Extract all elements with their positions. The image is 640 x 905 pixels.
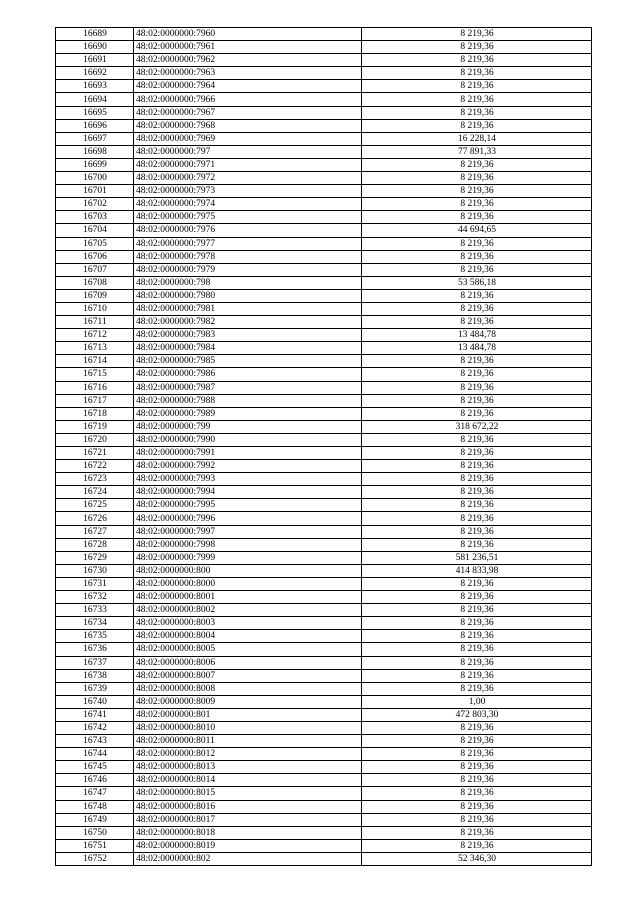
row-number: 16752	[56, 852, 134, 865]
cadastral-value: 581 236,51	[362, 551, 592, 564]
row-number: 16710	[56, 302, 134, 315]
table-row	[56, 355, 592, 368]
table-row	[56, 211, 592, 224]
cadastral-number: 48:02:0000000:7997	[134, 525, 362, 538]
table-row	[56, 185, 592, 198]
table-row	[56, 93, 592, 106]
table-row	[56, 158, 592, 171]
table-row	[56, 54, 592, 67]
row-number: 16699	[56, 158, 134, 171]
cadastral-value: 8 219,36	[362, 158, 592, 171]
row-number: 16692	[56, 67, 134, 80]
cadastral-number: 48:02:0000000:7978	[134, 250, 362, 263]
cadastral-number: 48:02:0000000:7989	[134, 407, 362, 420]
cadastral-number: 48:02:0000000:8004	[134, 630, 362, 643]
row-number: 16711	[56, 316, 134, 329]
cadastral-number: 48:02:0000000:7999	[134, 551, 362, 564]
cadastral-value: 8 219,36	[362, 237, 592, 250]
table-row	[56, 316, 592, 329]
row-number: 16689	[56, 28, 134, 41]
table-row	[56, 67, 592, 80]
row-number: 16707	[56, 263, 134, 276]
cadastral-value: 8 219,36	[362, 407, 592, 420]
row-number: 16705	[56, 237, 134, 250]
row-number: 16712	[56, 329, 134, 342]
row-number: 16716	[56, 381, 134, 394]
table-row	[56, 538, 592, 551]
row-number: 16737	[56, 656, 134, 669]
cadastral-number: 48:02:0000000:7962	[134, 54, 362, 67]
table-row	[56, 145, 592, 158]
table-row	[56, 604, 592, 617]
row-number: 16728	[56, 538, 134, 551]
cadastral-number: 48:02:0000000:8008	[134, 682, 362, 695]
table-row	[56, 721, 592, 734]
row-number: 16724	[56, 486, 134, 499]
cadastral-number: 48:02:0000000:7994	[134, 486, 362, 499]
row-number: 16743	[56, 735, 134, 748]
row-number: 16725	[56, 499, 134, 512]
row-number: 16690	[56, 41, 134, 54]
cadastral-number: 48:02:0000000:8015	[134, 787, 362, 800]
cadastral-value: 8 219,36	[362, 93, 592, 106]
table-row	[56, 302, 592, 315]
cadastral-value: 8 219,36	[362, 774, 592, 787]
row-number: 16751	[56, 839, 134, 852]
cadastral-value: 8 219,36	[362, 486, 592, 499]
cadastral-value: 52 346,30	[362, 852, 592, 865]
cadastral-number: 48:02:0000000:8003	[134, 617, 362, 630]
table-row	[56, 80, 592, 93]
cadastral-value: 8 219,36	[362, 748, 592, 761]
cadastral-value: 1,00	[362, 695, 592, 708]
row-number: 16722	[56, 460, 134, 473]
table-row	[56, 577, 592, 590]
cadastral-value: 8 219,36	[362, 316, 592, 329]
row-number: 16731	[56, 577, 134, 590]
cadastral-number: 48:02:0000000:7977	[134, 237, 362, 250]
cadastral-value: 8 219,36	[362, 263, 592, 276]
table-row	[56, 172, 592, 185]
table-row	[56, 564, 592, 577]
cadastral-number: 48:02:0000000:7969	[134, 132, 362, 145]
cadastral-value: 8 219,36	[362, 473, 592, 486]
cadastral-number: 48:02:0000000:7985	[134, 355, 362, 368]
row-number: 16741	[56, 708, 134, 721]
row-number: 16727	[56, 525, 134, 538]
cadastral-number: 48:02:0000000:8011	[134, 735, 362, 748]
cadastral-value: 8 219,36	[362, 813, 592, 826]
table-row	[56, 774, 592, 787]
table-row	[56, 106, 592, 119]
cadastral-value: 8 219,36	[362, 512, 592, 525]
cadastral-value: 8 219,36	[362, 826, 592, 839]
cadastral-number: 48:02:0000000:7991	[134, 447, 362, 460]
cadastral-number: 48:02:0000000:7990	[134, 433, 362, 446]
cadastral-number: 48:02:0000000:7986	[134, 368, 362, 381]
row-number: 16748	[56, 800, 134, 813]
row-number: 16708	[56, 276, 134, 289]
table-row	[56, 447, 592, 460]
cadastral-number: 48:02:0000000:7987	[134, 381, 362, 394]
cadastral-number: 48:02:0000000:8009	[134, 695, 362, 708]
cadastral-number: 48:02:0000000:7981	[134, 302, 362, 315]
cadastral-value: 8 219,36	[362, 643, 592, 656]
cadastral-number: 48:02:0000000:7983	[134, 329, 362, 342]
table-row	[56, 329, 592, 342]
row-number: 16746	[56, 774, 134, 787]
cadastral-value: 8 219,36	[362, 185, 592, 198]
row-number: 16740	[56, 695, 134, 708]
table-row	[56, 119, 592, 132]
cadastral-value: 8 219,36	[362, 106, 592, 119]
cadastral-value: 8 219,36	[362, 761, 592, 774]
cadastral-number: 48:02:0000000:798	[134, 276, 362, 289]
cadastral-number: 48:02:0000000:7973	[134, 185, 362, 198]
cadastral-value: 8 219,36	[362, 591, 592, 604]
table-row	[56, 381, 592, 394]
cadastral-number: 48:02:0000000:8017	[134, 813, 362, 826]
cadastral-number: 48:02:0000000:8001	[134, 591, 362, 604]
table-row	[56, 263, 592, 276]
cadastral-value: 16 228,14	[362, 132, 592, 145]
table-row	[56, 630, 592, 643]
table-row	[56, 499, 592, 512]
table-row	[56, 761, 592, 774]
row-number: 16695	[56, 106, 134, 119]
cadastral-value: 8 219,36	[362, 394, 592, 407]
row-number: 16713	[56, 342, 134, 355]
row-number: 16694	[56, 93, 134, 106]
cadastral-number: 48:02:0000000:8010	[134, 721, 362, 734]
table-row	[56, 787, 592, 800]
cadastral-value: 8 219,36	[362, 538, 592, 551]
cadastral-value: 8 219,36	[362, 447, 592, 460]
cadastral-number: 48:02:0000000:7974	[134, 198, 362, 211]
cadastral-value: 13 484,78	[362, 329, 592, 342]
cadastral-number: 48:02:0000000:7979	[134, 263, 362, 276]
table-row	[56, 198, 592, 211]
cadastral-value: 8 219,36	[362, 656, 592, 669]
cadastral-number: 48:02:0000000:7968	[134, 119, 362, 132]
row-number: 16701	[56, 185, 134, 198]
cadastral-number: 48:02:0000000:7995	[134, 499, 362, 512]
table-row	[56, 460, 592, 473]
cadastral-value: 8 219,36	[362, 604, 592, 617]
cadastral-value: 8 219,36	[362, 28, 592, 41]
table-row	[56, 617, 592, 630]
cadastral-value: 8 219,36	[362, 250, 592, 263]
table-row	[56, 643, 592, 656]
table-row	[56, 394, 592, 407]
table-row	[56, 41, 592, 54]
cadastral-number: 48:02:0000000:7993	[134, 473, 362, 486]
table-row	[56, 800, 592, 813]
cadastral-number: 48:02:0000000:8013	[134, 761, 362, 774]
cadastral-number: 48:02:0000000:8002	[134, 604, 362, 617]
table-row	[56, 407, 592, 420]
table-row	[56, 826, 592, 839]
row-number: 16700	[56, 172, 134, 185]
table-row	[56, 669, 592, 682]
cadastral-value: 8 219,36	[362, 172, 592, 185]
row-number: 16720	[56, 433, 134, 446]
row-number: 16721	[56, 447, 134, 460]
row-number: 16717	[56, 394, 134, 407]
table-row	[56, 276, 592, 289]
cadastral-value: 8 219,36	[362, 211, 592, 224]
cadastral-number: 48:02:0000000:8012	[134, 748, 362, 761]
cadastral-value: 8 219,36	[362, 119, 592, 132]
row-number: 16706	[56, 250, 134, 263]
cadastral-number: 48:02:0000000:7980	[134, 289, 362, 302]
table-row	[56, 708, 592, 721]
table-row	[56, 551, 592, 564]
row-number: 16733	[56, 604, 134, 617]
row-number: 16691	[56, 54, 134, 67]
cadastral-number: 48:02:0000000:8006	[134, 656, 362, 669]
row-number: 16719	[56, 420, 134, 433]
table-row	[56, 852, 592, 865]
cadastral-number: 48:02:0000000:7960	[134, 28, 362, 41]
cadastral-value: 8 219,36	[362, 630, 592, 643]
row-number: 16697	[56, 132, 134, 145]
cadastral-value: 8 219,36	[362, 721, 592, 734]
cadastral-value: 8 219,36	[362, 355, 592, 368]
row-number: 16698	[56, 145, 134, 158]
cadastral-value: 8 219,36	[362, 368, 592, 381]
table-row	[56, 28, 592, 41]
table-row	[56, 420, 592, 433]
cadastral-value: 8 219,36	[362, 433, 592, 446]
table-row	[56, 512, 592, 525]
cadastral-value: 8 219,36	[362, 682, 592, 695]
cadastral-value: 8 219,36	[362, 669, 592, 682]
cadastral-number: 48:02:0000000:7967	[134, 106, 362, 119]
cadastral-value: 8 219,36	[362, 198, 592, 211]
cadastral-value: 77 891,33	[362, 145, 592, 158]
cadastral-number: 48:02:0000000:802	[134, 852, 362, 865]
cadastral-value: 13 484,78	[362, 342, 592, 355]
cadastral-value: 8 219,36	[362, 577, 592, 590]
cadastral-number: 48:02:0000000:7988	[134, 394, 362, 407]
cadastral-value: 8 219,36	[362, 800, 592, 813]
cadastral-value: 8 219,36	[362, 525, 592, 538]
table-row	[56, 289, 592, 302]
table-row	[56, 250, 592, 263]
row-number: 16704	[56, 224, 134, 237]
row-number: 16726	[56, 512, 134, 525]
cadastral-number: 48:02:0000000:8014	[134, 774, 362, 787]
row-number: 16744	[56, 748, 134, 761]
table-row	[56, 735, 592, 748]
row-number: 16742	[56, 721, 134, 734]
table-row	[56, 591, 592, 604]
cadastral-value: 8 219,36	[362, 41, 592, 54]
row-number: 16715	[56, 368, 134, 381]
cadastral-number: 48:02:0000000:7976	[134, 224, 362, 237]
table-row	[56, 525, 592, 538]
cadastral-value: 8 219,36	[362, 80, 592, 93]
row-number: 16747	[56, 787, 134, 800]
table-row	[56, 473, 592, 486]
cadastral-number: 48:02:0000000:7971	[134, 158, 362, 171]
row-number: 16745	[56, 761, 134, 774]
cadastral-number: 48:02:0000000:800	[134, 564, 362, 577]
table-row	[56, 433, 592, 446]
table-row	[56, 839, 592, 852]
row-number: 16735	[56, 630, 134, 643]
row-number: 16730	[56, 564, 134, 577]
cadastral-number: 48:02:0000000:8018	[134, 826, 362, 839]
table-row	[56, 368, 592, 381]
cadastral-value: 8 219,36	[362, 302, 592, 315]
cadastral-value: 8 219,36	[362, 499, 592, 512]
cadastral-value: 8 219,36	[362, 289, 592, 302]
cadastral-number: 48:02:0000000:7963	[134, 67, 362, 80]
row-number: 16739	[56, 682, 134, 695]
row-number: 16729	[56, 551, 134, 564]
table-body	[56, 28, 592, 866]
row-number: 16738	[56, 669, 134, 682]
row-number: 16732	[56, 591, 134, 604]
row-number: 16750	[56, 826, 134, 839]
row-number: 16709	[56, 289, 134, 302]
table-row	[56, 342, 592, 355]
cadastral-number: 48:02:0000000:8016	[134, 800, 362, 813]
cadastral-value: 318 672,22	[362, 420, 592, 433]
cadastral-value: 8 219,36	[362, 67, 592, 80]
table-row	[56, 813, 592, 826]
cadastral-number: 48:02:0000000:797	[134, 145, 362, 158]
cadastral-number: 48:02:0000000:7998	[134, 538, 362, 551]
row-number: 16703	[56, 211, 134, 224]
cadastral-number: 48:02:0000000:7996	[134, 512, 362, 525]
cadastral-number: 48:02:0000000:7992	[134, 460, 362, 473]
cadastral-value: 8 219,36	[362, 617, 592, 630]
cadastral-value: 8 219,36	[362, 787, 592, 800]
table-row	[56, 237, 592, 250]
table-row	[56, 132, 592, 145]
cadastral-value: 472 803,30	[362, 708, 592, 721]
table-row	[56, 656, 592, 669]
cadastral-number: 48:02:0000000:7972	[134, 172, 362, 185]
cadastral-value: 414 833,98	[362, 564, 592, 577]
cadastral-number: 48:02:0000000:7982	[134, 316, 362, 329]
cadastral-value: 53 586,18	[362, 276, 592, 289]
cadastral-number: 48:02:0000000:801	[134, 708, 362, 721]
cadastral-number: 48:02:0000000:799	[134, 420, 362, 433]
row-number: 16723	[56, 473, 134, 486]
row-number: 16749	[56, 813, 134, 826]
cadastral-number: 48:02:0000000:8000	[134, 577, 362, 590]
cadastral-number: 48:02:0000000:8019	[134, 839, 362, 852]
cadastral-number: 48:02:0000000:7966	[134, 93, 362, 106]
row-number: 16736	[56, 643, 134, 656]
cadastral-value: 44 694,65	[362, 224, 592, 237]
row-number: 16714	[56, 355, 134, 368]
cadastral-number: 48:02:0000000:7964	[134, 80, 362, 93]
cadastral-value-table	[55, 27, 592, 866]
cadastral-value: 8 219,36	[362, 381, 592, 394]
cadastral-number: 48:02:0000000:8007	[134, 669, 362, 682]
row-number: 16718	[56, 407, 134, 420]
cadastral-value: 8 219,36	[362, 735, 592, 748]
cadastral-number: 48:02:0000000:7975	[134, 211, 362, 224]
table-row	[56, 224, 592, 237]
table-row	[56, 748, 592, 761]
row-number: 16693	[56, 80, 134, 93]
table-row	[56, 486, 592, 499]
table-row	[56, 695, 592, 708]
cadastral-value: 8 219,36	[362, 460, 592, 473]
cadastral-number: 48:02:0000000:8005	[134, 643, 362, 656]
row-number: 16702	[56, 198, 134, 211]
row-number: 16696	[56, 119, 134, 132]
row-number: 16734	[56, 617, 134, 630]
cadastral-number: 48:02:0000000:7961	[134, 41, 362, 54]
cadastral-number: 48:02:0000000:7984	[134, 342, 362, 355]
cadastral-value: 8 219,36	[362, 839, 592, 852]
cadastral-value: 8 219,36	[362, 54, 592, 67]
table-row	[56, 682, 592, 695]
